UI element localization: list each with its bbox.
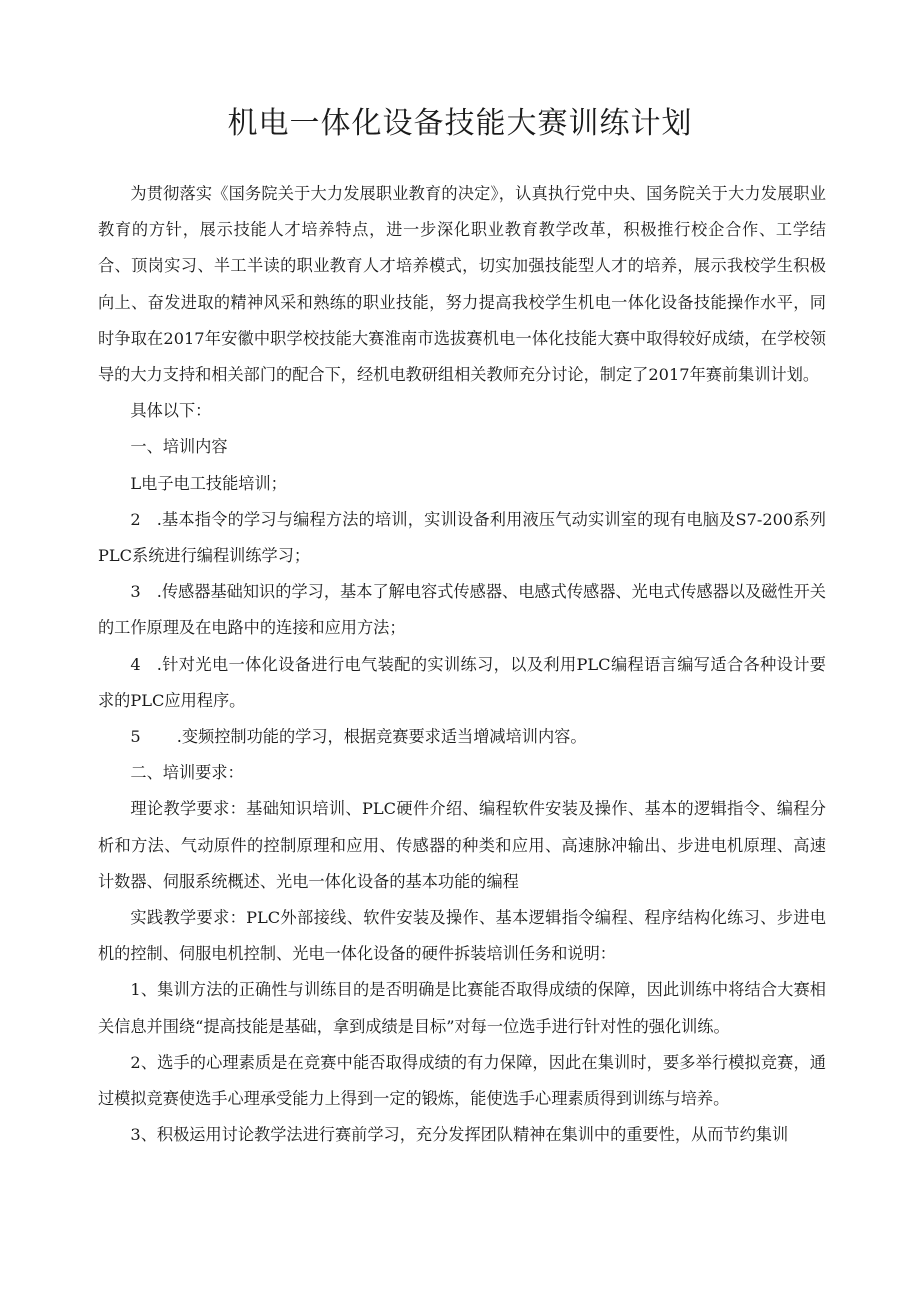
section-heading-training-requirements: 二、培训要求： bbox=[130, 763, 244, 783]
requirement-3-paragraph: 3、积极运用讨论教学法进行赛前学习，充分发挥团队精神在集训中的重要性，从而节约集训 bbox=[130, 1125, 789, 1145]
list-item-3 bbox=[98, 574, 826, 646]
document-body bbox=[98, 176, 826, 1153]
list-item-2 bbox=[98, 502, 826, 574]
list-item-3-text: .传感器基础知识的学习，基本了解电容式传感器、电感式传感器、光电式传感器以及磁性开关的工作原理及在电路中的连接和应用方法； bbox=[98, 582, 826, 638]
list-item-2-number: 2 bbox=[130, 509, 141, 529]
list-item-2-text: .基本指令的学习与编程方法的培训，实训设备利用液压气动实训室的现有电脑及S7-200系列PLC系统进行编程训练学习； bbox=[98, 509, 826, 566]
specifics-paragraph: 具体以下： bbox=[130, 401, 212, 421]
intro-paragraph: 为贯彻落实《国务院关于大力发展职业教育的决定》，认真执行党中央、国务院关于大力发展职业教育的方针，展示技能人才培养特点，进一步深化职业教育教学改革，积极推行校企合作、工学结合、顶岗实习、半工半读的职业教育人才培养模式，切实加强技能型人才的培养，展示我校学生积极向上、奋发进取的精神风采和熟练的职业技能，努力提高我校学生机电一体化设备技能操作水平，同时争取在2017年安徽中职学校技能大赛淮南市选拔赛机电一体化技能大赛中取得较好成绩，在学校领导的大力支持和相关部门的配合下，经机电教研组相关教师充分讨论，制定了2017年赛前集训计划。 bbox=[98, 184, 826, 385]
list-item-3-number: 3 bbox=[130, 582, 141, 602]
section-heading-training-content: 一、培训内容 bbox=[130, 437, 228, 457]
practice-requirements-paragraph: 实践教学要求：PLC外部接线、软件安装及操作、基本逻辑指令编程、程序结构化练习、步进电机的控制、伺服电机控制、光电一体化设备的硬件拆装培训任务和说明： bbox=[98, 908, 826, 964]
list-item-5-number: 5 bbox=[130, 727, 141, 747]
list-item-5 bbox=[98, 719, 826, 755]
list-item-4 bbox=[98, 647, 826, 719]
theory-requirements-paragraph: 理论教学要求：基础知识培训、PLC硬件介绍、编程软件安装及操作、基本的逻辑指令、编程分析和方法、气动原件的控制原理和应用、传感器的种类和应用、高速脉冲输出、步进电机原理、高速计数器、伺服系统概述、光电一体化设备的基本功能的编程 bbox=[98, 799, 826, 891]
requirement-1-paragraph: 1、集训方法的正确性与训练目的是否明确是比赛能否取得成绩的保障，因此训练中将结合大赛相关信息并围绕“提高技能是基础，拿到成绩是目标”对每一位选手进行针对性的强化训练。 bbox=[98, 980, 826, 1036]
requirement-2-paragraph: 2、选手的心理素质是在竞赛中能否取得成绩的有力保障，因此在集训时，要多举行模拟竞赛，通过模拟竞赛使选手心理承受能力上得到一定的锻炼，能使选手心理素质得到训练与培养。 bbox=[98, 1052, 826, 1109]
document-title: 机电一体化设备技能大赛训练计划 bbox=[227, 106, 693, 141]
list-item-5-text: .变频控制功能的学习，根据竞赛要求适当增减培训内容。 bbox=[176, 727, 587, 747]
list-item-4-number: 4 bbox=[130, 654, 141, 674]
list-item-4-text: .针对光电一体化设备进行电气装配的实训练习，以及利用PLC编程语言编写适合各种设计要求的PLC应用程序。 bbox=[98, 654, 826, 710]
list-item-1: L电子电工技能培训； bbox=[130, 473, 287, 493]
